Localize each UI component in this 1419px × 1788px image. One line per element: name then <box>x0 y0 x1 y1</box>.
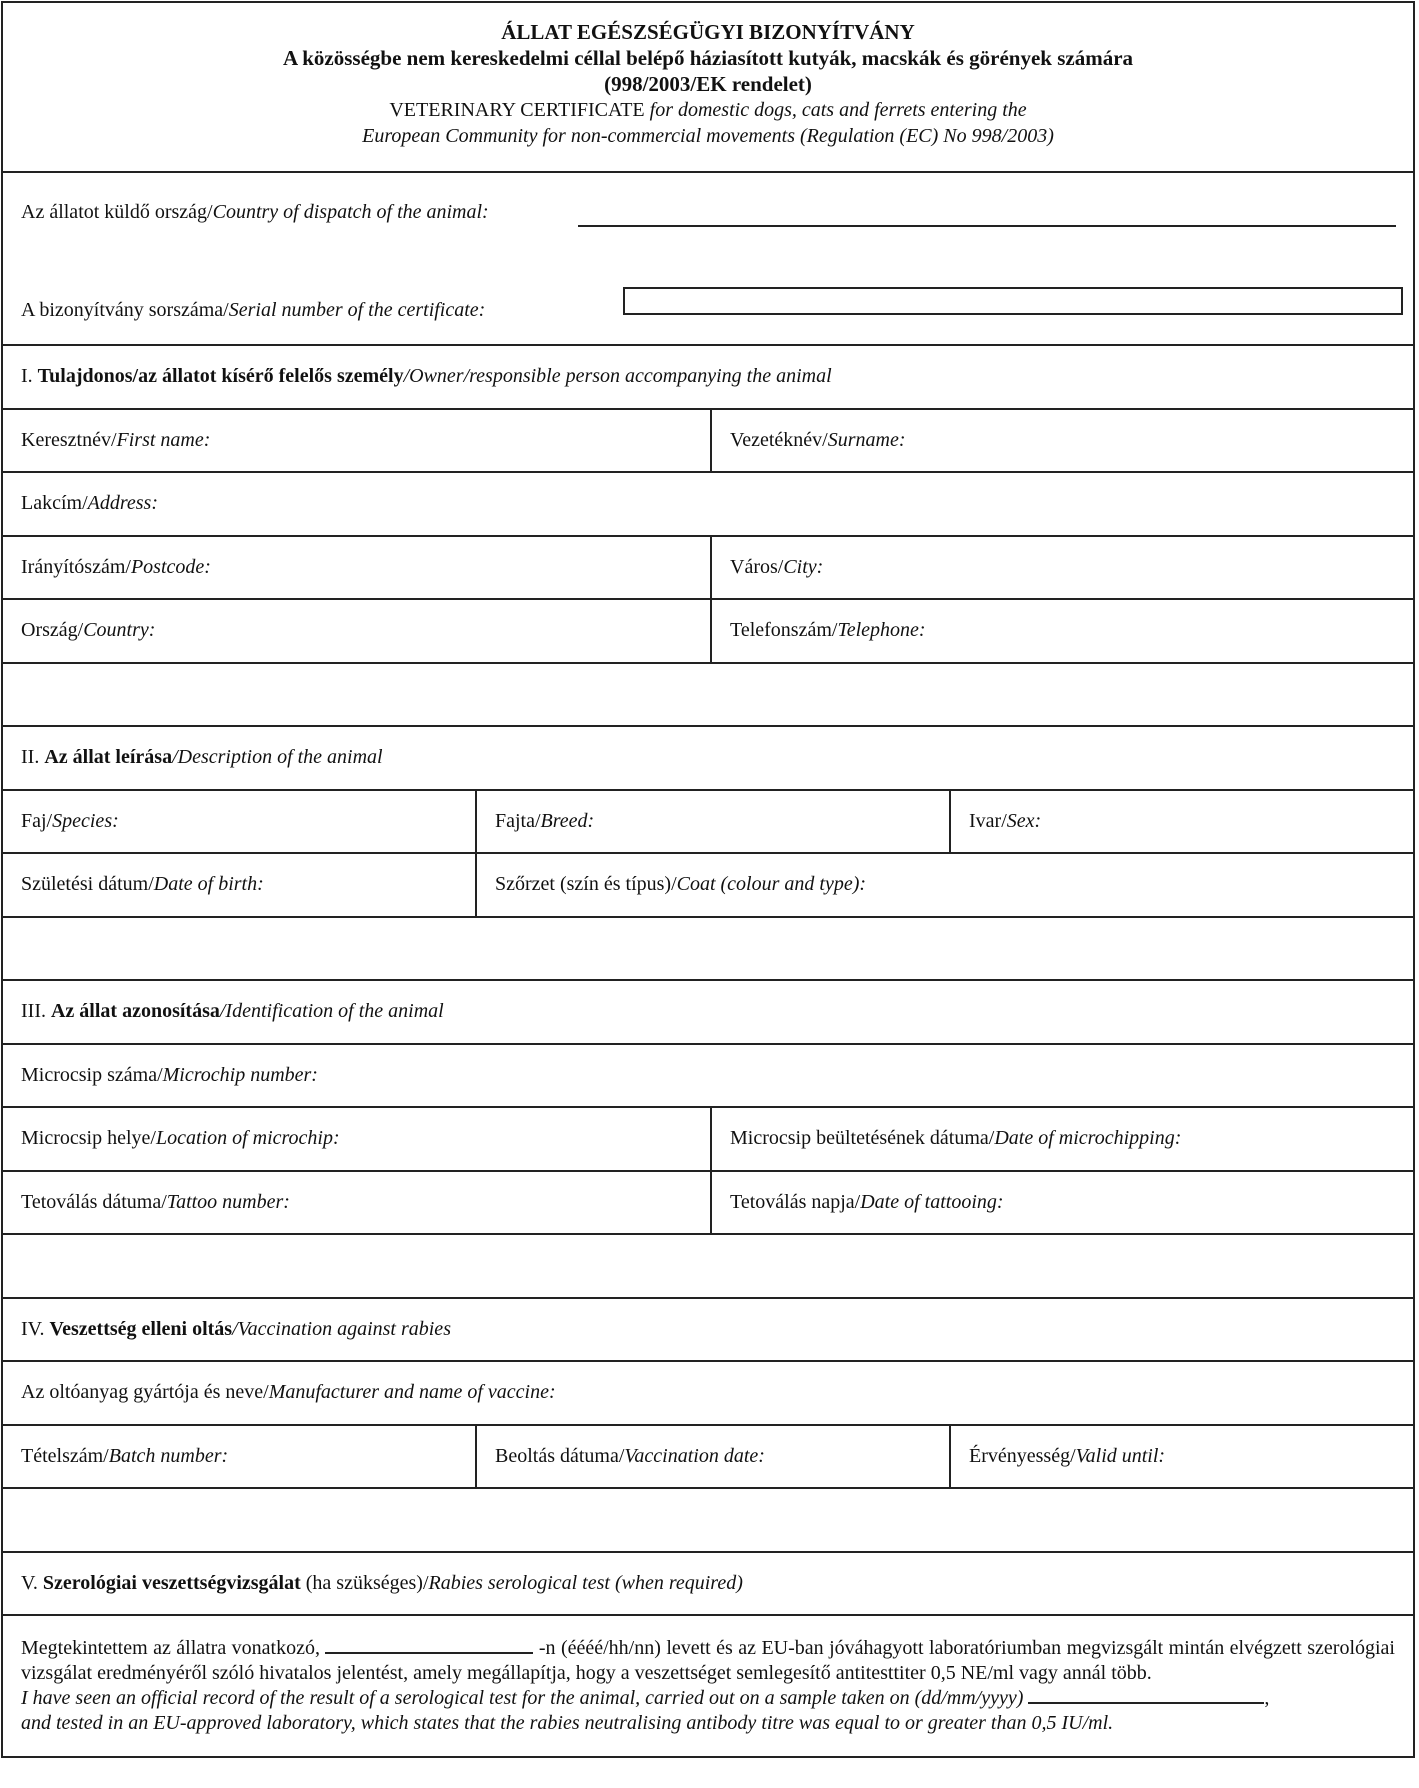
serial-label-hu: A bizonyítvány sorszáma/ <box>21 299 229 321</box>
sample-date-field-hu[interactable] <box>325 1638 533 1654</box>
label-hu: Tételszám/ <box>21 1444 109 1467</box>
statement-hu-2: -n (éééé/hh/nn) levett és az EU-ban jóváhagyott laboratóriumban megvizsgált mintán elvégzett szerológiai vizsgálat eredményéről szóló hivatalos jelentést, amely megállapítja, hogy a veszettséget semlegesítő antitesttiter 0,5 NE/ml vagy annál több. <box>21 1637 1395 1684</box>
regulation: (998/2003/EK rendelet) <box>604 72 812 96</box>
dispatch-country-field[interactable] <box>578 213 1396 227</box>
section-title-hu: Az állat azonosítása <box>50 1000 220 1023</box>
batch-row <box>3 1426 1413 1490</box>
tattoo-date-field[interactable] <box>710 1172 1004 1234</box>
batch-number-field[interactable] <box>3 1426 475 1488</box>
section-num: II. <box>21 746 45 769</box>
title: ÁLLAT EGÉSZSÉGÜGYI BIZONYÍTVÁNY <box>501 20 915 44</box>
section-2-title <box>3 727 383 789</box>
label-en: Date of birth: <box>153 873 264 896</box>
section-2-heading <box>3 727 1413 791</box>
label-en: Location of microchip: <box>155 1127 340 1150</box>
tattoo-row <box>3 1172 1413 1236</box>
statement-en-2: and tested in an EU-approved laboratory, which states that the rabies neutralising antibody titre was equal to or greater than 0,5 IU/ml. <box>21 1712 1114 1734</box>
label-hu: Telefonszám/ <box>730 619 838 642</box>
label-en: Surname: <box>827 428 906 451</box>
section-3-title <box>3 981 444 1043</box>
english-title-rest: for domestic dogs, cats and ferrets entering the <box>644 99 1027 121</box>
microchip-location-field[interactable] <box>3 1108 710 1170</box>
section-num: IV. <box>21 1317 50 1340</box>
coat-field[interactable] <box>475 854 866 916</box>
section-5-title <box>3 1553 743 1615</box>
species-row <box>3 791 1413 855</box>
chip-location-row <box>3 1108 1413 1172</box>
english-title-caps: VETERINARY CERTIFICATE <box>389 99 645 121</box>
serology-statement <box>3 1616 1413 1756</box>
label-hu: Az oltóanyag gyártója és neve/ <box>21 1381 269 1404</box>
label-en: Date of tattooing: <box>860 1190 1004 1213</box>
label-hu: Fajta/ <box>495 809 541 832</box>
section-title-hu: Veszettség elleni oltás <box>49 1317 233 1340</box>
label-hu: Irányítószám/ <box>21 555 131 578</box>
postcode-row <box>3 537 1413 601</box>
section-4-title <box>3 1299 451 1361</box>
section-3-heading <box>3 981 1413 1045</box>
country-row <box>3 600 1413 664</box>
label-hu: Ország/ <box>21 619 84 642</box>
surname-field[interactable] <box>710 410 906 472</box>
birth-row <box>3 854 1413 918</box>
dispatch-label-en: Country of dispatch of the animal: <box>212 201 489 223</box>
section-1-title <box>3 346 832 408</box>
english-title-2: European Community for non-commercial movements (Regulation (EC) No 998/2003) <box>362 125 1054 147</box>
label-hu: Microcsip száma/ <box>21 1063 163 1086</box>
label-hu: Faj/ <box>21 809 53 832</box>
label-en: Country: <box>83 619 156 642</box>
date-of-birth-field[interactable] <box>3 854 475 916</box>
serial-label-en: Serial number of the certificate: <box>228 299 486 321</box>
section-title-en: /Identification of the animal <box>219 1000 444 1023</box>
microchip-date-field[interactable] <box>710 1108 1181 1170</box>
section-title-hu: Szerológiai veszettségvizsgálat <box>42 1571 301 1594</box>
label-en: City: <box>783 555 824 578</box>
label-hu: Érvényesség/ <box>969 1444 1076 1467</box>
section-title-en: /Description of the animal <box>172 746 383 769</box>
valid-until-field[interactable] <box>949 1426 1165 1488</box>
section-title-en: Rabies serological test (when required) <box>428 1571 743 1594</box>
section-num: I. <box>21 365 38 388</box>
label-en: Coat (colour and type): <box>676 873 867 896</box>
label-hu: Beoltás dátuma/ <box>495 1444 625 1467</box>
statement-en <box>21 1686 1395 1736</box>
label-en: Microchip number: <box>162 1063 318 1086</box>
label-en: Breed: <box>540 809 595 832</box>
statement-en-comma: , <box>1264 1687 1270 1709</box>
label-en: Valid until: <box>1075 1444 1166 1467</box>
spacer-row <box>3 1235 1413 1299</box>
dispatch-section <box>3 173 1413 346</box>
label-en: First name: <box>116 428 211 451</box>
section-title-hu-rest: (ha szükséges)/ <box>300 1571 429 1594</box>
label-hu: Szőrzet (szín és típus)/ <box>495 873 677 896</box>
statement-hu-1: Megtekintettem az állatra vonatkozó, <box>21 1637 326 1659</box>
statement-en-1: I have seen an official record of the result of a serological test for the animal, carried out on a sample taken on (dd/mm/yyyy) <box>21 1687 1029 1709</box>
section-5-heading <box>3 1553 1413 1617</box>
species-field[interactable] <box>3 791 475 853</box>
serial-label <box>21 299 485 322</box>
veterinary-certificate-form <box>1 1 1415 1758</box>
label-en: Sex: <box>1006 809 1042 832</box>
label-hu: Tetoválás dátuma/ <box>21 1190 167 1213</box>
sex-field[interactable] <box>949 791 1041 853</box>
country-field[interactable] <box>3 600 710 662</box>
label-en: Tattoo number: <box>166 1190 290 1213</box>
label-en: Postcode: <box>130 555 211 578</box>
postcode-field[interactable] <box>3 537 710 599</box>
label-hu: Vezetéknév/ <box>730 428 828 451</box>
spacer-row <box>3 918 1413 982</box>
label-en: Vaccination date: <box>624 1444 765 1467</box>
label-hu: Város/ <box>730 555 784 578</box>
chip-row <box>3 1045 1413 1109</box>
label-en: Telephone: <box>837 619 926 642</box>
label-hu: Ivar/ <box>969 809 1007 832</box>
spacer-row <box>3 664 1413 728</box>
dispatch-label <box>21 201 489 224</box>
name-row <box>3 410 1413 474</box>
section-num: III. <box>21 1000 51 1023</box>
section-title-en: /Owner/responsible person accompanying the animal <box>403 365 832 388</box>
tattoo-number-field[interactable] <box>3 1172 710 1234</box>
label-en: Batch number: <box>108 1444 229 1467</box>
label-en: Species: <box>52 809 119 832</box>
label-hu: Születési dátum/ <box>21 873 154 896</box>
certificate-header <box>3 3 1413 173</box>
vaccine-row <box>3 1362 1413 1426</box>
section-4-heading <box>3 1299 1413 1363</box>
label-en: Address: <box>87 492 159 515</box>
city-field[interactable] <box>710 537 823 599</box>
section-title-hu: Tulajdonos/az állatot kísérő felelős személy <box>37 365 404 388</box>
label-en: Manufacturer and name of vaccine: <box>268 1381 556 1404</box>
serial-number-field[interactable] <box>623 287 1403 315</box>
label-hu: Tetoválás napja/ <box>730 1190 861 1213</box>
section-title-en: /Vaccination against rabies <box>232 1317 451 1340</box>
section-num: V. <box>21 1571 43 1594</box>
microchip-number-field[interactable] <box>3 1045 318 1107</box>
english-title-1 <box>3 97 1413 123</box>
label-hu: Microcsip beültetésének dátuma/ <box>730 1127 995 1150</box>
label-hu: Microcsip helye/ <box>21 1127 156 1150</box>
label-hu: Lakcím/ <box>21 492 88 515</box>
first-name-field[interactable] <box>3 410 710 472</box>
telephone-field[interactable] <box>710 600 926 662</box>
spacer-row <box>3 1489 1413 1553</box>
dispatch-label-hu: Az állatot küldő ország/ <box>21 201 213 223</box>
sample-date-field-en[interactable] <box>1028 1688 1264 1704</box>
subtitle: A közösségbe nem kereskedelmi céllal belépő háziasított kutyák, macskák és görények számára <box>282 46 1134 70</box>
statement-hu <box>21 1636 1395 1686</box>
label-hu: Keresztnév/ <box>21 428 117 451</box>
address-field[interactable] <box>3 473 158 535</box>
section-1-heading <box>3 346 1413 410</box>
breed-field[interactable] <box>475 791 949 853</box>
section-title-hu: Az állat leírása <box>44 746 173 769</box>
vaccine-name-field[interactable] <box>3 1362 556 1424</box>
address-row <box>3 473 1413 537</box>
label-en: Date of microchipping: <box>994 1127 1182 1150</box>
vaccination-date-field[interactable] <box>475 1426 949 1488</box>
